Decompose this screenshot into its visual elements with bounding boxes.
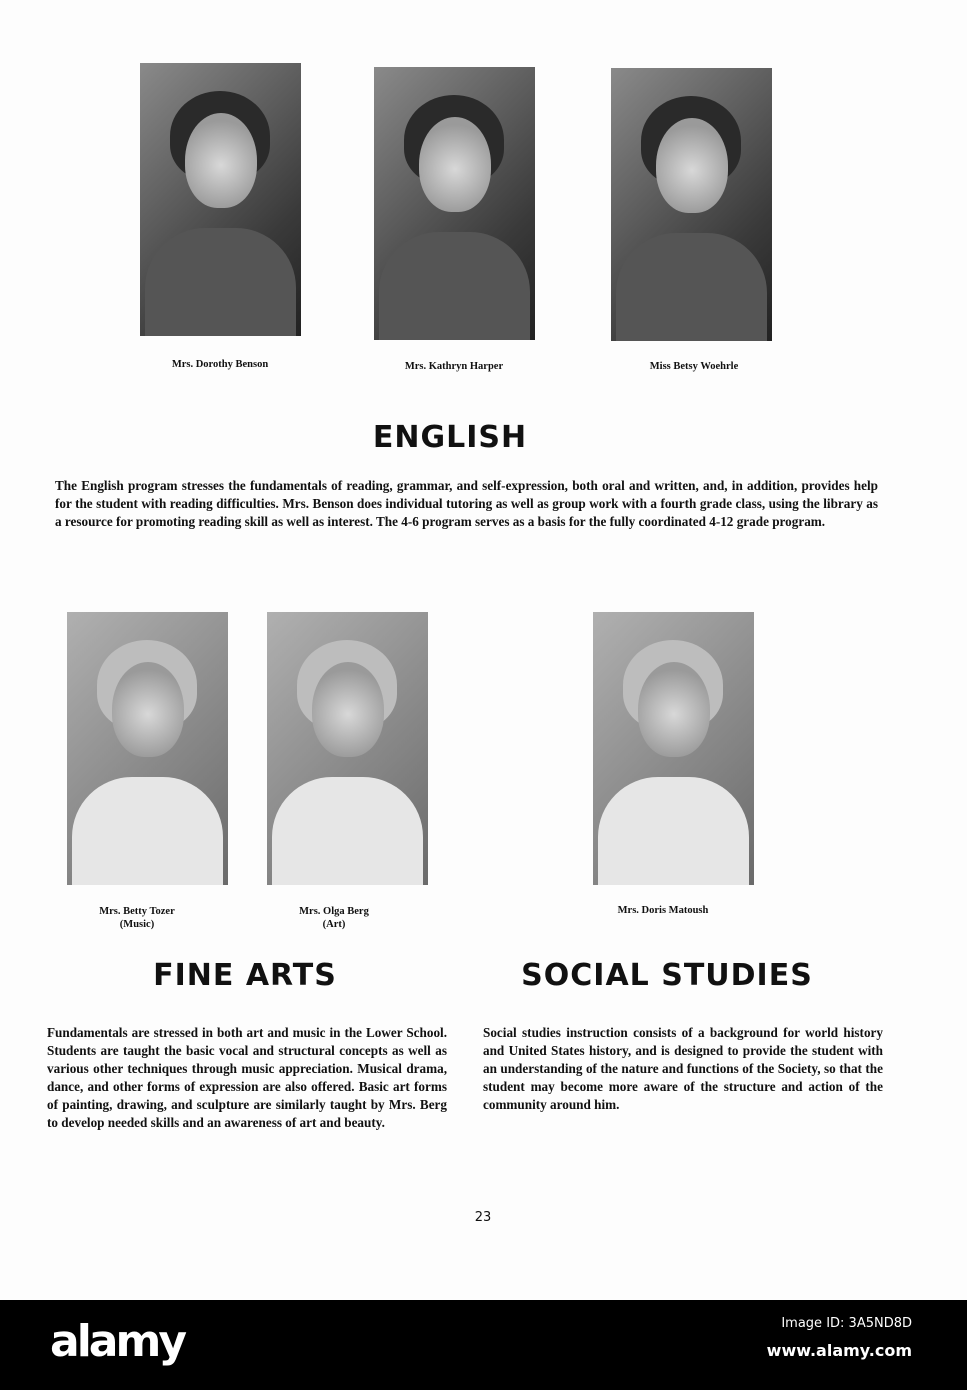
portrait-photo (267, 612, 428, 885)
photo-caption: Mrs. Doris Matoush (617, 905, 709, 916)
caption-subject: (Art) (322, 919, 346, 930)
watermark-url: www.alamy.com (766, 1341, 912, 1360)
photo-caption: Mrs. Dorothy Benson (171, 359, 269, 370)
caption-subject: (Music) (119, 919, 155, 930)
image-id: Image ID: 3A5ND8D (781, 1316, 912, 1331)
portrait-photo (67, 612, 228, 885)
english-paragraph: The English program stresses the fundamentals of reading, grammar, and self-expression, both oral and written, and, in addition, provides help for the student with reading difficulties. Mrs. Benson does individual tutoring as well as group work with a fourth grade class, using the library as a resource for promoting reading skill as well as interest. The 4-6 program serves as a basis for the fully coordinated 4-12 grade program. (55, 478, 878, 529)
portrait-photo (374, 67, 535, 340)
caption-name: Mrs. Betty Tozer (99, 906, 175, 917)
photo-caption (37, 905, 237, 931)
portrait-photo (140, 63, 301, 336)
section-heading-fine-arts: FINE ARTS (153, 958, 337, 993)
alamy-logo: alamy (50, 1316, 184, 1367)
section-heading-social-studies: SOCIAL STUDIES (521, 958, 813, 993)
page-number: 23 (474, 1210, 492, 1225)
watermark-bar (0, 1300, 967, 1390)
caption-name: Mrs. Olga Berg (299, 906, 369, 917)
photo-caption: Mrs. Kathryn Harper (404, 361, 504, 372)
social-studies-paragraph: Social studies instruction consists of a background for world history and United States history, and is designed to provide the student with an understanding of the nature and functions of the Society, so that the student may become more aware of the structure and action of the community around him. (483, 1025, 883, 1112)
section-heading-english: ENGLISH (372, 420, 528, 455)
fine-arts-paragraph: Fundamentals are stressed in both art and music in the Lower School. Students are taught the basic vocal and structural concepts as well as various other techniques through music appreciation. Musical drama, dance, and other forms of expression are also offered. Basic art forms of painting, drawing, and sculpture are similarly taught by Mrs. Berg to develop needed skills and an awareness of art and beauty. (47, 1025, 447, 1130)
photo-caption (234, 905, 434, 931)
portrait-photo (593, 612, 754, 885)
portrait-photo (611, 68, 772, 341)
photo-caption: Miss Betsy Woehrle (649, 361, 739, 372)
